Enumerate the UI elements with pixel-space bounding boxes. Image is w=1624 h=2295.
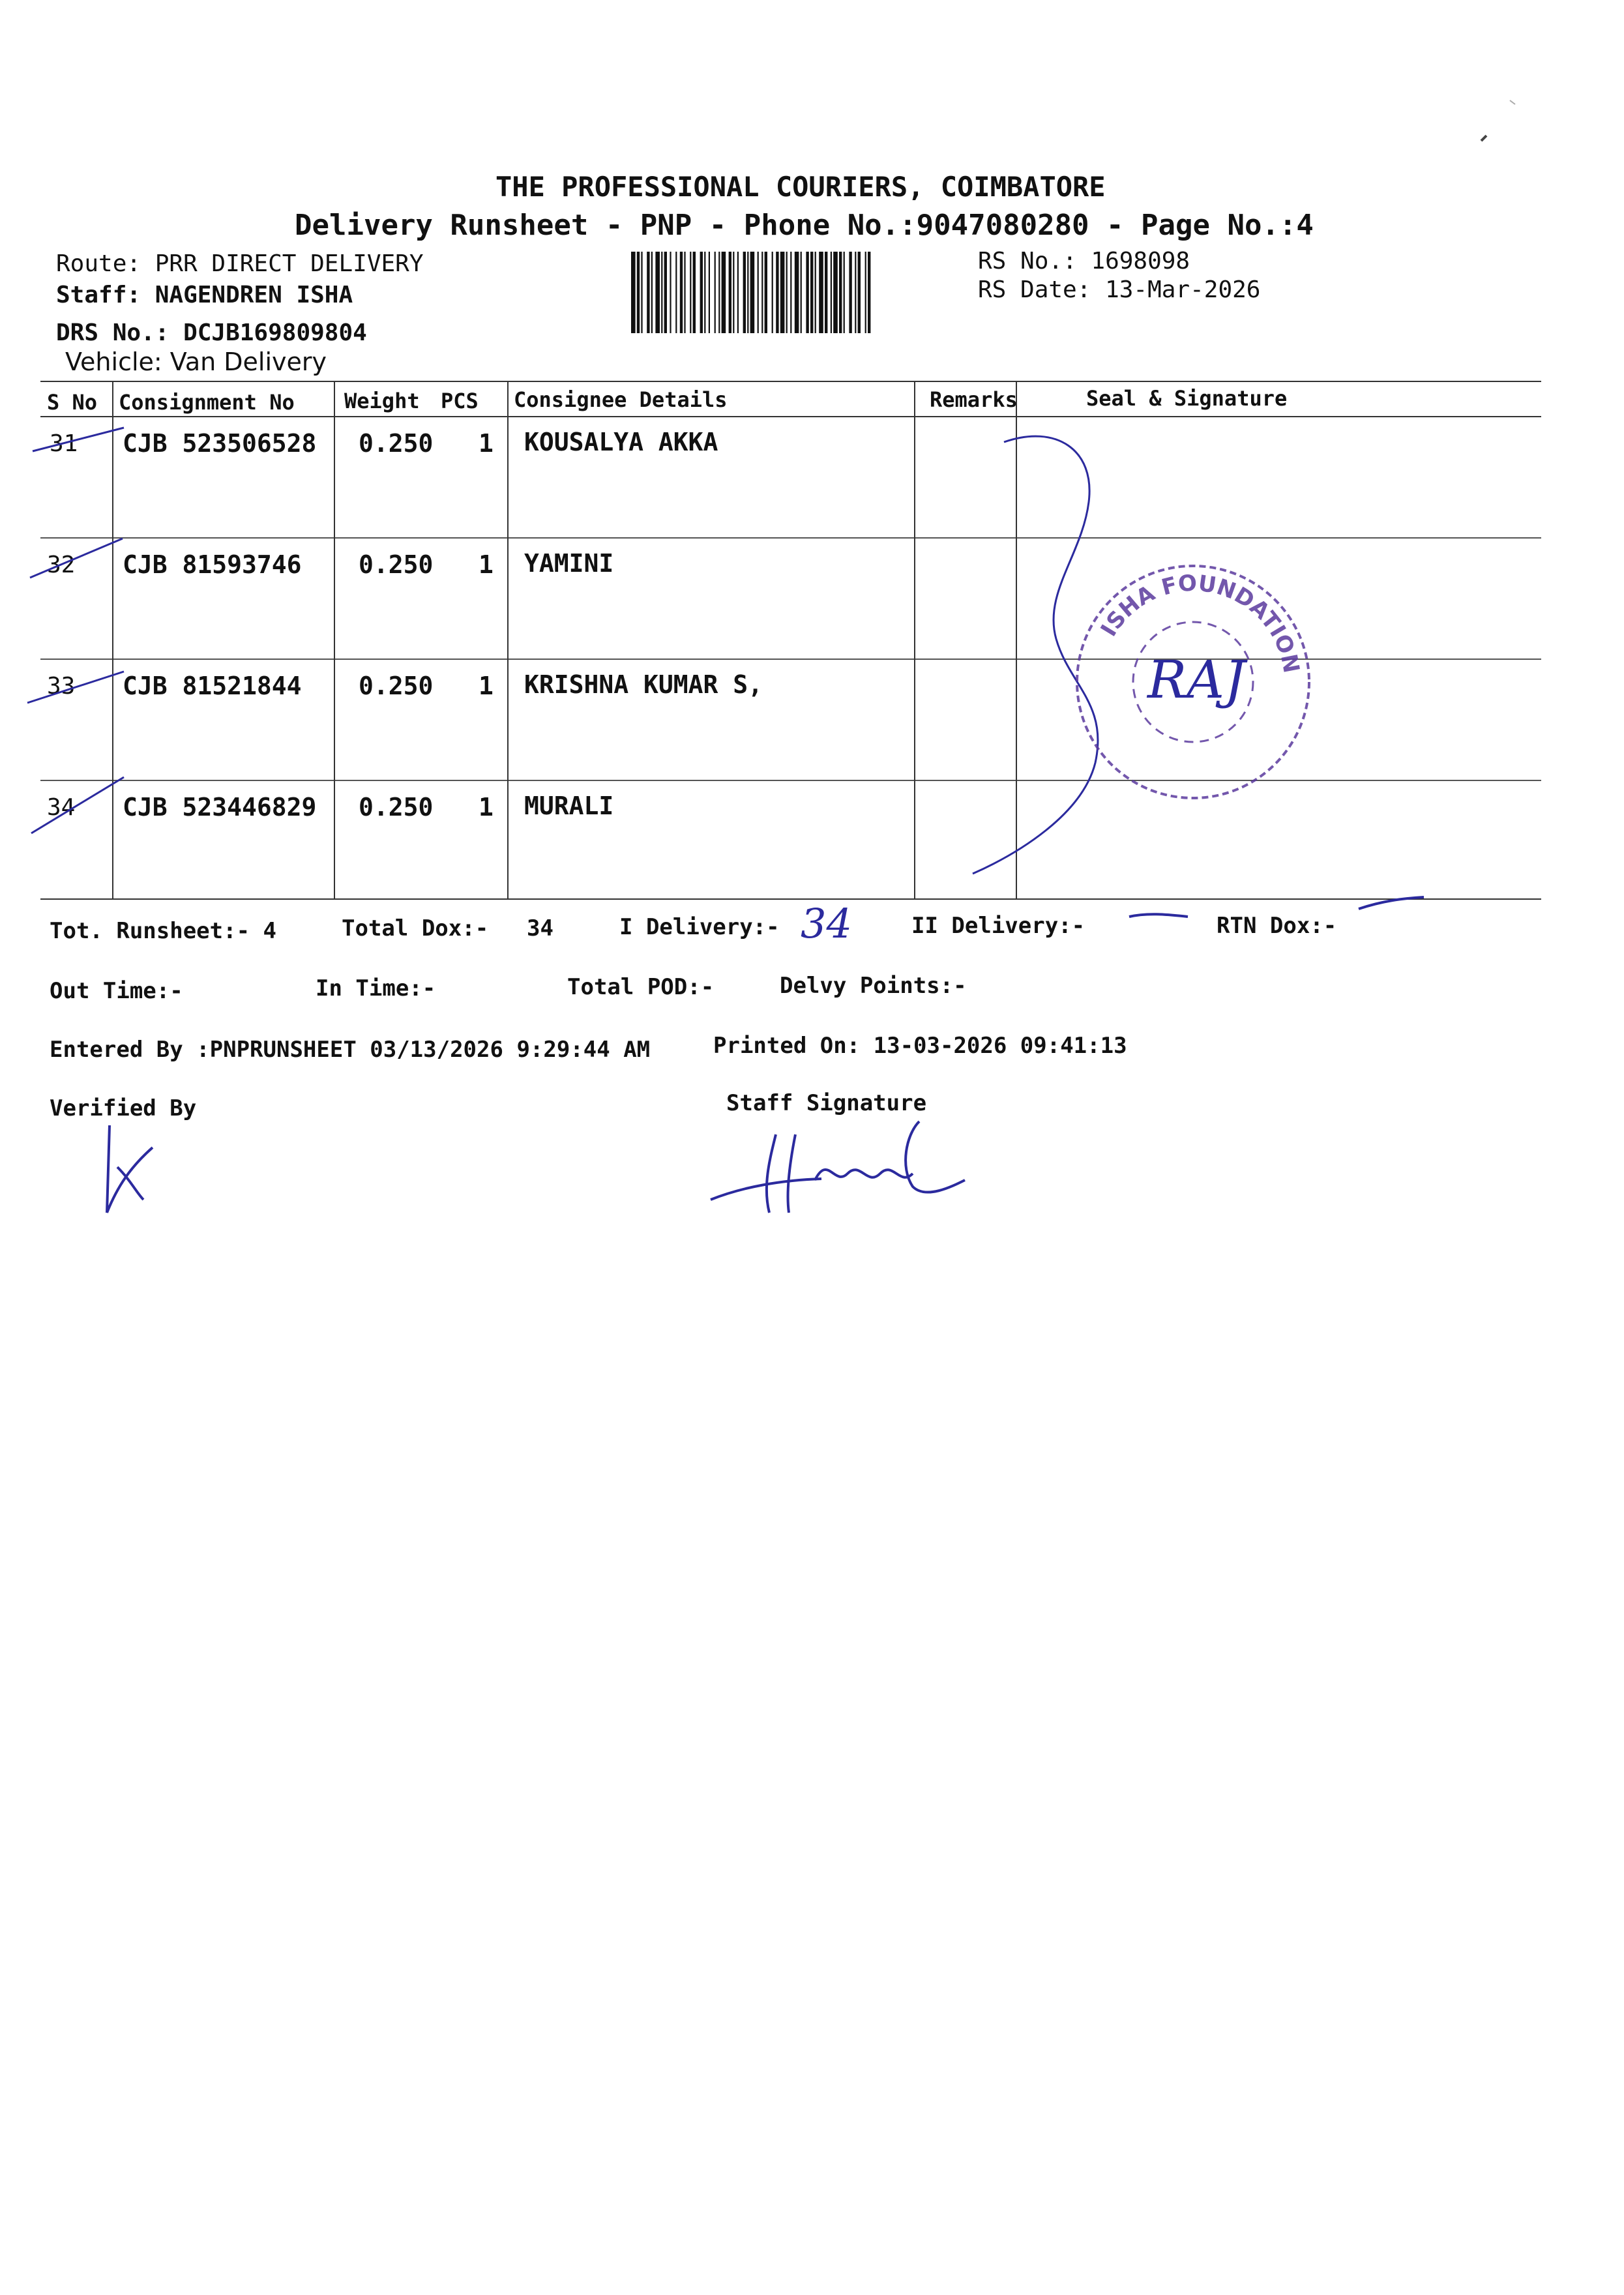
barcode-bar [693,252,696,333]
table-top-border [40,381,1541,382]
header-consignee: Consignee Details [514,387,728,412]
barcode-bar [704,252,705,333]
barcode-bar [868,252,870,333]
barcode-bar [815,252,816,333]
barcode-bar [865,252,866,333]
barcode-bar [664,252,667,333]
header-weight: Weight [344,389,420,413]
vehicle-info: Vehicle: Van Delivery [65,348,327,376]
barcode-bar [718,252,720,333]
stamp-initials: RAJ [1147,649,1246,710]
barcode-bar [776,252,778,333]
barcode-bar [709,252,710,333]
barcode-bar [780,252,785,333]
barcode-bar [737,252,739,333]
barcode-bar [670,252,671,333]
row-pcs: 1 [479,429,494,458]
barcode-bar [801,252,802,333]
verified-by-label: Verified By [50,1095,197,1121]
row-weight: 0.250 [359,429,434,458]
barcode-bar [810,252,813,333]
staff-signature-label: Staff Signature [726,1090,927,1116]
out-time-label: Out Time:- [50,978,183,1004]
barcode-bar [631,252,636,333]
barcode-bar [786,252,788,333]
barcode-bar [651,252,653,333]
row-pcs: 1 [479,672,494,700]
col-divider [507,381,509,900]
barcode-bar [675,252,677,333]
barcode-bar [743,252,746,333]
barcode-bar [729,252,731,333]
header-remarks: Remarks [930,387,1018,412]
header-consignment: Consignment No [119,390,295,415]
barcode-bar [761,252,763,333]
row-consignee: KRISHNA KUMAR S, [524,670,763,699]
strike-marks [26,417,130,848]
row-sno: 34 [47,794,76,821]
col-divider [334,381,335,900]
in-time-label: In Time:- [316,975,436,1001]
rtn-dox-label: RTN Dox:- [1217,913,1337,939]
barcode-bar [700,252,703,333]
barcode-bar [855,252,856,333]
barcode-bar [722,252,726,333]
company-title: THE PROFESSIONAL COURIERS, COIMBATORE [495,171,1106,203]
barcode-bar [641,252,642,333]
barcode-bar [839,252,842,333]
barcode-bar [655,252,660,333]
barcode [631,252,970,333]
printed-on: Printed On: 13-03-2026 09:41:13 [713,1033,1127,1059]
route-info: Route: PRR DIRECT DELIVERY [56,250,424,277]
barcode-bar [825,252,827,333]
i-delivery-label: I Delivery:- [619,914,780,940]
row-consignment: CJB 81593746 [123,550,302,579]
total-pod-label: Total POD:- [567,974,715,1000]
row-consignment: CJB 523506528 [123,429,317,458]
runsheet-subtitle: Delivery Runsheet - PNP - Phone No.:9047080280 - Page No.:4 [295,209,1314,242]
col-divider [914,381,915,900]
barcode-bar [806,252,808,333]
row-consignee: MURALI [524,792,614,820]
barcode-bar [795,252,799,333]
barcode-bar [637,252,640,333]
barcode-bar [690,252,691,333]
ii-delivery-dash [1127,910,1192,923]
barcode-bar [858,252,861,333]
barcode-bar [680,252,683,333]
row-consignee: KOUSALYA AKKA [524,428,718,456]
verifier-signature [91,1121,170,1226]
row-consignment: CJB 81521844 [123,672,302,700]
delvy-points-label: Delvy Points:- [780,973,967,999]
total-dox-value: 34 [527,915,554,941]
staff-info: Staff: NAGENDREN ISHA [56,282,353,308]
row-sno: 31 [50,430,78,457]
rs-number: RS No.: 1698098 [978,248,1190,274]
row-sno: 32 [47,552,76,578]
barcode-bar [733,252,734,333]
barcode-bar [684,252,685,333]
barcode-bar [661,252,662,333]
total-dox-label: Total Dox:- [342,915,489,941]
barcode-bar [819,252,823,333]
rtn-dox-dash [1356,895,1428,914]
staff-signature [704,1108,978,1226]
table-bottom-border [40,898,1541,900]
entered-by: Entered By :PNPRUNSHEET 03/13/2026 9:29:44 AM [50,1037,651,1063]
row-consignee: YAMINI [524,549,614,578]
row-weight: 0.250 [359,550,434,579]
table-header-border [40,416,1541,417]
header-sno: S No [47,390,98,415]
drs-number: DRS No.: DCJB169809804 [56,319,367,346]
row-pcs: 1 [479,793,494,822]
row-weight: 0.250 [359,672,434,700]
row-sno: 33 [47,673,76,700]
barcode-bar [747,252,748,333]
i-delivery-handwritten: 34 [801,900,852,947]
barcode-bar [772,252,773,333]
rs-date: RS Date: 13-Mar-2026 [978,276,1261,303]
header-pcs: PCS [441,389,479,413]
isha-foundation-stamp [1069,558,1317,806]
barcode-bar [758,252,759,333]
barcode-bar [647,252,649,333]
row-weight: 0.250 [359,793,434,822]
stamp-ring-text: ISHA FOUNDATION [1095,570,1305,675]
barcode-bar [765,252,767,333]
row-consignment: CJB 523446829 [123,793,317,822]
barcode-bar [831,252,832,333]
barcode-bar [849,252,851,333]
tot-runsheet: Tot. Runsheet:- 4 [50,918,276,944]
ii-delivery-label: II Delivery:- [911,913,1085,939]
barcode-bar [844,252,845,333]
header-seal: Seal & Signature [1086,386,1288,411]
barcode-bar [715,252,716,333]
scan-specks [1473,91,1526,150]
barcode-bar [750,252,755,333]
barcode-bar [833,252,838,333]
row-pcs: 1 [479,550,494,579]
barcode-bar [790,252,791,333]
